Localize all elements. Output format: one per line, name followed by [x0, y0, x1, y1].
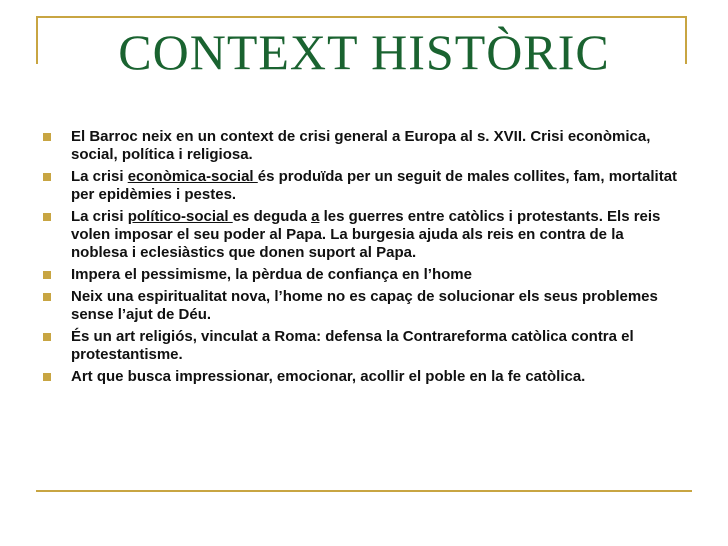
bullet-text-start: La crisi — [71, 208, 128, 225]
bullet-text-middle: es deguda — [232, 208, 312, 225]
bullet-item — [42, 266, 682, 284]
square-bullet-icon — [43, 333, 51, 341]
slide-title: CONTEXT HISTÒRIC — [118, 24, 610, 80]
bullet-list — [42, 128, 682, 390]
bullet-item — [42, 328, 682, 364]
square-bullet-icon — [43, 213, 51, 221]
square-bullet-icon — [43, 133, 51, 141]
bullet-text-start: La crisi — [71, 168, 128, 185]
frame-bottom-line — [36, 490, 692, 492]
bullet-text: Art que busca impressionar, emocionar, acollir el poble en la fe catòlica. — [71, 368, 586, 385]
underlined-word: a — [311, 208, 320, 225]
underlined-term: econòmica-social — [127, 168, 258, 185]
bullet-text: El Barroc neix en un context de crisi general a Europa al s. XVII. Crisi econòmica, social, política i religiosa. — [71, 128, 651, 163]
bullet-item — [42, 208, 682, 262]
bullet-item — [42, 368, 682, 386]
frame-top-line — [36, 16, 686, 18]
bullet-item — [42, 128, 682, 164]
square-bullet-icon — [43, 271, 51, 279]
bullet-text-end: les guerres entre catòlics i protestants. Els reis volen imposar el seu poder al Papa. La burgesia ajuda als reis en contra de la noblesa i eclesiàstics que donen suport al Papa. — [71, 208, 661, 261]
bullet-text-end: és produïda per un seguit de males collites, fam, mortalitat per epidèmies i pestes. — [71, 168, 678, 203]
bullet-item — [42, 288, 682, 324]
square-bullet-icon — [43, 373, 51, 381]
bullet-text: És un art religiós, vinculat a Roma: defensa la Contrareforma catòlica contra el protestantisme. — [71, 328, 634, 363]
square-bullet-icon — [43, 173, 51, 181]
bullet-text: Impera el pessimisme, la pèrdua de confiança en l’home — [71, 266, 472, 283]
bullet-item — [42, 168, 682, 204]
bullet-text: Neix una espiritualitat nova, l’home no es capaç de solucionar els seus problemes sense l’ajut de Déu. — [71, 288, 658, 323]
square-bullet-icon — [43, 293, 51, 301]
underlined-term: político-social — [127, 208, 233, 225]
